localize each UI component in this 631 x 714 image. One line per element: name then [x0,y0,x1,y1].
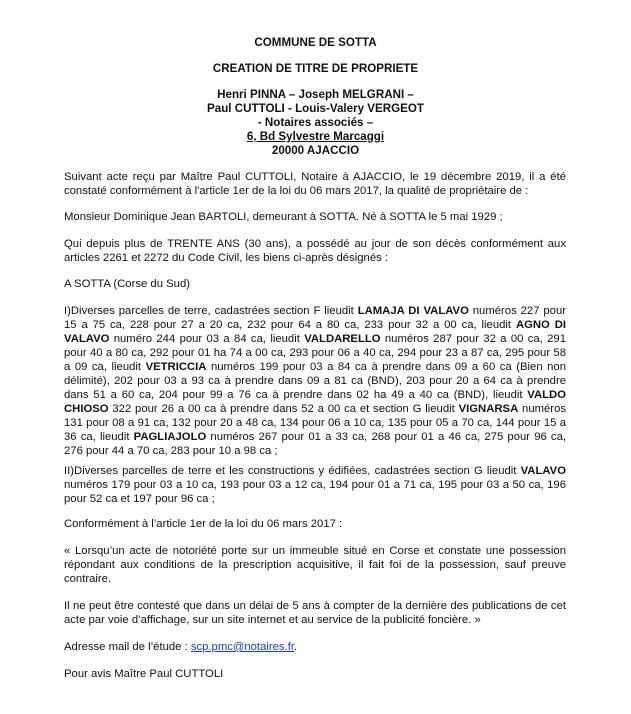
email-paragraph [64,640,566,654]
lieudit-name: VALDARELLO [304,333,381,345]
parcels-1-text: numéro 244 pour 03 a 84 ca, lieudit [109,333,305,345]
lieudit-name: LAMAJA DI VALAVO [357,305,469,317]
possession-paragraph: Qui depuis plus de TRENTE ANS (30 ans), a possédé au jour de son décès conformément aux articles 2261 et 2272 du Code Civil, les biens ci-après désignés : [64,238,566,264]
lieudit-name: PAGLIAJOLO [133,431,207,443]
email-tail: . [293,641,298,653]
signature-line: Pour avis Maître Paul CUTTOLI [64,668,224,680]
address-street: 6, Bd Sylvestre Marcaggi [246,130,385,143]
intro-paragraph: Suivant acte reçu par Maître Paul CUTTOLI, Notaire à AJACCIO, le 19 décembre 2019, il a été constaté conformément à l'article 1er de la loi du 06 mars 2017, la qualité de propriétaire de : [64,171,566,197]
parcels-1-text: 322 pour 26 a 00 ca à prendre dans 52 a 00 ca et section G lieudit [108,403,459,415]
email-label: Adresse mail de l’étude : [64,641,191,653]
parcels-2-text: numéros 179 pour 03 a 10 ca, 193 pour 03 a 12 ca, 194 pour 01 a 71 ca, 195 pour 03 a 50 ca, 196 pour 52 ca et 197 pour 96 ca ; [64,479,566,505]
parcels-1-text: numéros 287 pour 32 a 00 ca, 291 pour 40 a 80 ca, 292 pour 01 ha 74 a 00 ca, 293 pour 06 a 40 ca, 294 pour 23 a 87 ca, 295 pour 58 a 09 ca, lieudit [64,333,566,373]
lieudit-name: VIGNARSA [458,403,519,415]
parcels-1-text: I)Diverses parcelles de terre, cadastrées section F lieudit [64,305,358,317]
lieudit-name: AGNO DI VALAVO [64,319,566,345]
conformity-paragraph: Conformément à l’article 1er de la loi du 06 mars 2017 : [64,518,343,530]
notaries-line-2: Paul CUTTOLI - Louis-Valery VERGEOT [207,102,424,115]
parcels-section-1 [64,304,566,458]
address-line-2: 20000 AJACCIO [271,144,360,157]
lieudit-name: VALAVO [520,465,566,477]
parcels-1-text: numéros 267 pour 01 a 33 ca, 268 pour 01 a 46 ca, 275 pour 96 ca, 276 pour 44 a 70 ca, 283 pour 10 a 98 ca ; [64,431,566,457]
lieudit-name: VETRICCIA [145,361,207,373]
parcels-section-2 [64,464,566,506]
quote-paragraph-1: « Lorsqu’un acte de notoriété porte sur un immeuble situé en Corse et constate une possession répondant aux conditions de la prescription acquisitive, il fait foi de la possession, sauf preuve contraire. [64,545,566,585]
parcels-1-text: numéros 131 pour 08 a 91 ca, 132 pour 20 a 48 ca, 134 pour 06 a 10 ca, 135 pour 05 a 70 ca, 144 pour 15 a 36 ca, lieudit [64,403,566,443]
lieudit-name: VALDO CHIOSO [64,389,566,415]
parcels-1-text: numéros 227 pour 15 a 75 ca, 228 pour 27 a 20 ca, 232 pour 64 a 80 ca, 233 pour 32 a 00 ca, lieudit [64,305,566,331]
notaries-line-1: Henri PINNA – Joseph MELGRANI – [217,88,414,101]
address-line-1 [0,130,631,144]
email-link[interactable]: scp.pmc@notaires.fr [190,641,294,653]
commune-heading: COMMUNE DE SOTTA [254,36,377,49]
owner-paragraph: Monsieur Dominique Jean BARTOLI, demeurant à SOTTA. Né à SOTTA le 5 mai 1929 ; [64,211,503,223]
parcels-1-text: numéros 199 pour 03 a 84 ca à prendre dans 09 a 60 ca (Bien non délimité), 202 pour 03 a 93 ca à prendre dans 09 a 81 ca (BND), 203 pour 20 a 64 ca à prendre dans 51 a 60 ca, 204 pour 99 a 76 ca à prendre dans 02 ha 49 a 40 ca (BND), lieudit [64,361,566,401]
document-title: CREATION DE TITRE DE PROPRIETE [212,62,419,75]
notaries-line-3: - Notaires associés – [257,116,374,129]
quote-paragraph-2: Il ne peut être contesté que dans un délai de 5 ans à compter de la dernière des publications de cet acte par voie d’affichage, sur un site internet et au service de la publicité foncière. » [64,600,566,626]
parcels-2-text: II)Diverses parcelles de terre et les constructions y édifiées, cadastrées section G lieudit [64,465,521,477]
location-paragraph: A SOTTA (Corse du Sud) [64,278,190,290]
